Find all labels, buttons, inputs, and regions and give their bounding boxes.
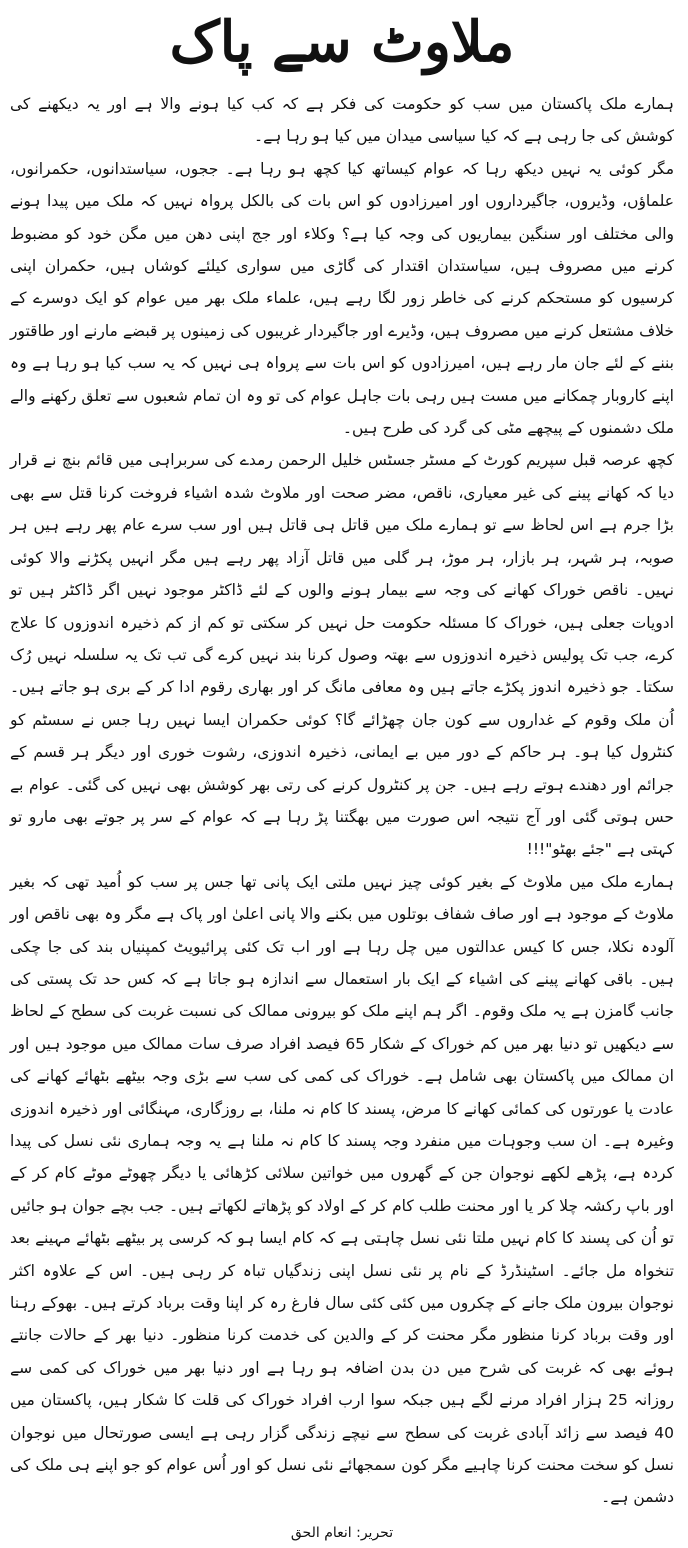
byline: تحریر: انعام الحق xyxy=(290,1524,394,1541)
paragraph: مگر کوئی یہ نہیں دیکھ رہا کہ عوام کیساتھ کیا کچھ ہو رہا ہے۔ ججوں، سیاستدانوں، حکمرانوں، علماؤں، وڈیروں، جاگیرداروں اور امیرزادوں کو اس بات کی بالکل پرواہ نہیں کہ ملک میں پیدا ہونے والی مختلف اور سنگین بیماریوں کی وجہ کیا ہے؟ وکلاء اور جج اپنی دھن میں مگن خود کو مضبوط کرنے میں مصروف ہیں، سیاستدان اقتدار کی گاڑی میں سواری کیلئے کوشاں ہیں، حکمران اپنی کرسیوں کو مستحکم کرنے کی خاطر زور لگا رہے ہیں، علماء ملک بھر میں عوام کو ایک دوسرے کے خلاف مشتعل کرنے میں مصروف ہیں، وڈیرے اور جاگیردار غریبوں کی زمینوں پر قبضے مارنے اور طاقتور بننے کے لئے جان مار رہے ہیں، امیرزادوں کو اس بات سے پرواہ ہی نہیں کہ یہ سب کیا ہو رہا ہے وہ اپنے کاروبار چمکانے میں مست ہیں رہی بات جاہل عوام کی تو وہ ان تمام شعبوں سے تعلق رکھنے والے ملک دشمنوں کے پیچھے مٹی کی گرد کی طرح ہیں۔ xyxy=(10,159,674,438)
article-body xyxy=(10,88,674,1514)
headline: ملاوٹ سے پاک xyxy=(169,9,515,75)
paragraph: ہمارے ملک میں ملاوٹ کے بغیر کوئی چیز نہیں ملتی ایک پانی تھا جس پر سب کو اُمید تھی کہ بغیر ملاوٹ کے موجود ہے اور صاف شفاف بوتلوں میں بکنے والا پانی اعلیٰ اور پاک ہے مگر وہ بھی ناقص اور آلودہ نکلا، جس کا کیس عدالتوں میں چل رہا ہے اور اب تک کئی پرائیویٹ کمپنیاں بند کی جا چکی ہیں۔ باقی کھانے پینے کی اشیاء کے ایک بار استعمال سے اندازہ ہو جاتا ہے کہ کس حد تک پستی کی جانب گامزن ہے یہ ملک وقوم۔ اگر ہم اپنے ملک کو بیرونی ممالک کی نسبت غربت کی سطح کے لحاظ سے دیکھیں تو دنیا بھر میں کم خوراک کے شکار 65 فیصد افراد صرف سات ممالک میں موجود ہیں اور ان ممالک میں پاکستان بھی شامل ہے۔ خوراک کی کمی کی سب سے بڑی وجہ بیٹھے بٹھائے کھانے کی عادت یا عورتوں کی کمائی کھانے کا مرض، پسند کا کام نہ ملنا، بے روزگاری، مہنگائی اور ذخیرہ اندوزی وغیرہ ہے۔ ان سب وجوہات میں منفرد وجہ پسند کا کام نہ ملنا ہے یہ وجہ ہماری نئی نسل کی پیدا کردہ ہے، پڑھے لکھے نوجوان جن کے گھروں میں خواتین سلائی کڑھائی یا دیگر چھوٹے موٹے کام کر کے اور باپ رکشہ چلا کر یا اور محنت طلب کام کر کے اولاد کو پڑھاتے لکھاتے ہیں۔ جب بچے جوان ہو جائیں تو اُن کی پسند کا کام نہیں ملتا نئی نسل چاہتی ہے کہ کام ایسا ہو کہ کرسی پر بیٹھے بٹھائے مہینے بعد تنخواہ مل جائے۔ اسٹینڈرڈ کے نام پر نئی نسل اپنی زندگیاں تباہ کر رہی ہیں۔ اس کے علاوہ اکثر نوجوان بیرون ملک جانے کے چکروں میں کئی کئی سال فارغ رہ کر اپنا وقت برباد کرتے ہیں۔ بھوکے رہنا اور وقت برباد کرنا منظور مگر محنت کر کے والدین کی خدمت کرنا منظور۔ دنیا بھر کے حالات جانتے ہوئے بھی کہ غربت کی شرح میں دن بدن اضافہ ہو رہا ہے اور دنیا بھر میں خوراک کی کمی سے روزانہ 25 ہزار افراد مرنے لگے ہیں جبکہ سوا ارب افراد خوراک کی قلت کا شکار ہیں، پاکستان میں 40 فیصد سے زائد آبادی غربت کی سطح سے نیچے زندگی گزار رہی ہے ایسی صورتحال میں نوجوان نسل کو سخت محنت کرنا چاہیے مگر کون سمجھائے نئی نسل کو اور اُس عوام کو جو اپنے ہی ملک کی دشمن ہے۔ xyxy=(10,872,674,1507)
paragraph: ہمارے ملک پاکستان میں سب کو حکومت کی فکر ہے کہ کب کیا ہونے والا ہے اور یہ دیکھنے کی کوشش کی جا رہی ہے کہ کیا سیاسی میدان میں کیا ہو رہا ہے۔ xyxy=(10,95,674,146)
paragraph: کچھ عرصہ قبل سپریم کورٹ کے مسٹر جسٹس خلیل الرحمن رمدے کی سربراہی میں قائم بنچ نے قرار دیا کہ کھانے پینے کی غیر معیاری، ناقص، مضر صحت اور ملاوٹ شدہ اشیاء فروخت کرنا قتل سے بھی بڑا جرم ہے اس لحاظ سے تو ہمارے ملک میں قاتل ہی قاتل ہیں اور سب سرے عام پھر رہے ہیں ہر صوبہ، ہر شہر، ہر بازار، ہر موڑ، ہر گلی میں قاتل آزاد پھر رہے ہیں مگر انہیں پکڑنے والا کوئی نہیں۔ ناقص خوراک کھانے کی وجہ سے بیمار ہونے والوں کے لئے ڈاکٹر موجود نہیں اگر ڈاکٹر ہیں تو ادویات جعلی ہیں، خوراک کا مسئلہ حکومت حل نہیں کر سکتی تو کم از کم ذخیرہ اندوزوں کا علاج کرے، جب تک پولیس ذخیرہ اندوزوں سے بھتہ وصول کرنا بند نہیں کرے گی تب تک یہ سلسلہ نہیں رُک سکتا۔ جو ذخیرہ اندوز پکڑے جاتے ہیں وہ معافی مانگ کر اور بھاری رقوم ادا کر کے بری ہو جاتے ہیں۔ اُن ملک وقوم کے غداروں سے کون جان چھڑائے گا؟ کوئی حکمران ایسا نہیں رہا جس نے سسٹم کو کنٹرول کیا ہو۔ ہر حاکم کے دور میں بے ایمانی، ذخیرہ اندوزی، رشوت خوری اور دیگر ہر قسم کے جرائم اور دھندے ہوتے رہے ہیں۔ جن پر کنٹرول کرنے کی رتی بھر کوشش بھی نہیں کی گئی۔ عوام بے حس ہوتی گئی اور آج نتیجہ اس صورت میں بھگتنا پڑ رہا ہے کہ عوام کے سر پر جوتے بھی مارو تو کہتی ہے "جئے بھٹو"!!! xyxy=(10,451,674,859)
